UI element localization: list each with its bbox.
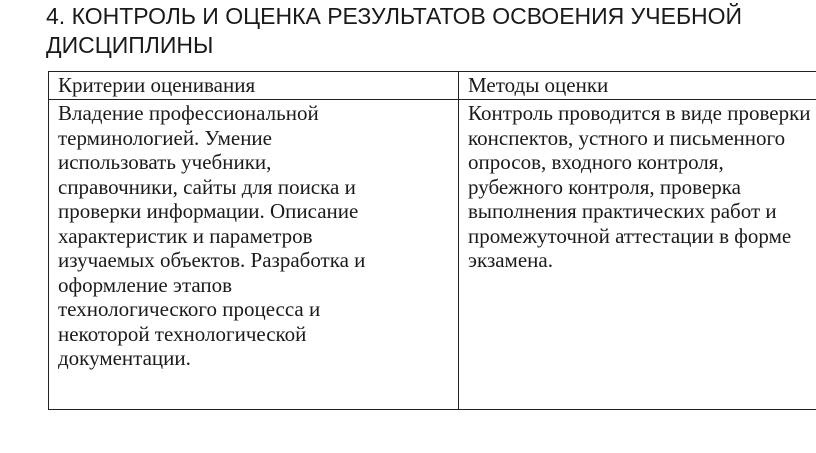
header-methods: Методы оценки xyxy=(459,72,816,100)
criteria-line: Владение профессиональной xyxy=(58,101,319,125)
methods-line: рубежного контроля, проверка xyxy=(468,174,741,199)
methods-line: экзамена. xyxy=(468,248,553,272)
criteria-line: использовать учебники, xyxy=(58,150,272,174)
criteria-line: некоторой технологической xyxy=(58,321,307,346)
methods-line: промежуточной аттестации в форме xyxy=(468,223,792,248)
title-line: ДИСЦИПЛИНЫ xyxy=(46,32,214,58)
criteria-line: справочники, сайты для поиска и xyxy=(58,174,356,199)
criteria-line: технологического процесса и xyxy=(58,297,321,321)
table-header-row xyxy=(49,72,816,100)
methods-line: выполнения практических работ и xyxy=(468,199,777,223)
criteria-line: изучаемых объектов. Разработка и xyxy=(58,248,366,272)
assessment-table xyxy=(48,71,816,410)
methods-line: Контроль проводится в виде проверки xyxy=(468,101,811,125)
criteria-line: терминологией. Умение xyxy=(58,125,272,150)
criteria-line: оформление этапов xyxy=(58,272,233,297)
header-criteria: Критерии оценивания xyxy=(49,72,459,100)
title-line: 4. КОНТРОЛЬ И ОЦЕНКА РЕЗУЛЬТАТОВ ОСВОЕНИЯ УЧЕБНОЙ xyxy=(46,3,743,29)
criteria-line: проверки информации. Описание xyxy=(58,199,359,223)
assessment-table-container xyxy=(48,71,816,410)
methods-cell xyxy=(459,100,816,410)
criteria-cell xyxy=(49,100,459,410)
criteria-line: характеристик и параметров xyxy=(58,223,313,248)
criteria-line: документации. xyxy=(58,346,191,370)
table-row xyxy=(49,100,816,410)
methods-line: опросов, входного контроля, xyxy=(468,150,724,174)
methods-line: конспектов, устного и письменного xyxy=(468,125,786,150)
page-title xyxy=(46,2,806,60)
